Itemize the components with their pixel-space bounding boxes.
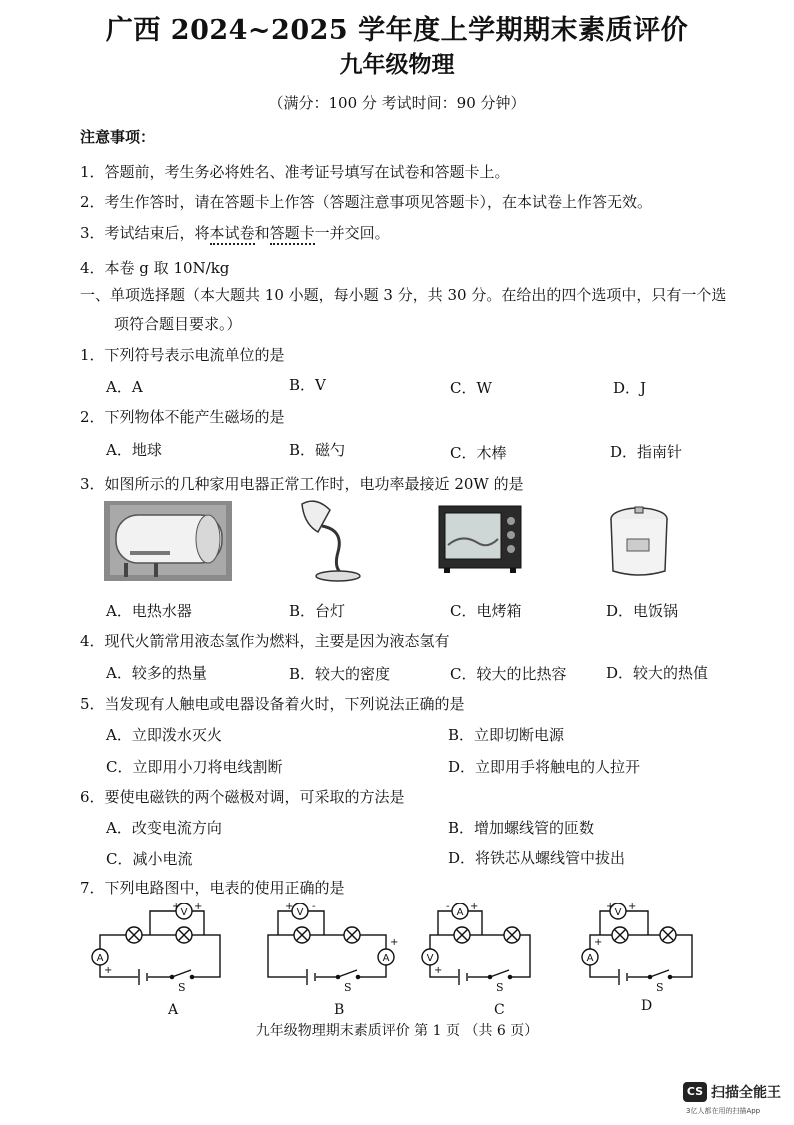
note-item-2: 2．考生作答时，请在答题卡上作答（答题注意事项见答题卡），在本试卷上作答无效。 (80, 193, 653, 211)
question-1-option-a: A．A (106, 378, 143, 396)
question-5-option-c: C．立即用小刀将电线割断 (106, 758, 283, 776)
question-3-option-d: D．电饭锅 (606, 602, 679, 620)
scanner-tagline: 3亿人都在用的扫描App (686, 1107, 761, 1115)
polarity-sign: + (434, 965, 443, 976)
circuit-diagrams (88, 903, 728, 993)
page-footer: 九年级物理期末素质评价 第 1 页 （共 6 页） (255, 1023, 539, 1039)
question-1-option-c: C．W (450, 379, 492, 397)
circuit-label-b: B (334, 1002, 345, 1018)
meter-label: V (614, 907, 622, 918)
polarity-sign: + (104, 965, 113, 976)
question-4-option-b: B．较大的密度 (289, 665, 391, 683)
section-heading-line1: 一、单项选择题（本大题共 10 小题，每小题 3 分，共 30 分。在给出的四个选项中，只有一个选 (80, 286, 727, 304)
question-4-option-c: C．较大的比热容 (450, 665, 567, 683)
question-5-option-b: B．立即切断电源 (448, 726, 565, 744)
desk-lamp-image (296, 496, 364, 582)
polarity-sign: + (594, 937, 603, 948)
meter-label: A (96, 953, 104, 964)
question-5-option-d: D．立即用手将触电的人拉开 (448, 758, 641, 776)
water-heater-image (104, 501, 232, 581)
question-7-stem: 7．下列电路图中，电表的使用正确的是 (80, 879, 345, 897)
question-5-stem: 5．当发现有人触电或电器设备着火时，下列说法正确的是 (80, 695, 465, 713)
circuit-label-c: C (494, 1002, 505, 1018)
question-2-option-d: D．指南针 (610, 443, 683, 461)
exam-title: 广西 2024~2025 学年度上学期期末素质评价 (105, 15, 689, 46)
question-1-option-b: B．V (289, 376, 326, 394)
section-heading-line2: 项符合题目要求。） (114, 315, 242, 333)
question-3-option-b: B．台灯 (289, 602, 346, 620)
question-6-option-c: C．减小电流 (106, 850, 193, 868)
note-item-3: 3．考试结束后，将本试卷和答题卡一并交回。 (80, 222, 390, 243)
question-1-option-d: D．J (613, 379, 647, 397)
polarity-sign: + (470, 903, 479, 912)
polarity-sign: + (194, 903, 203, 912)
question-2-option-c: C．木棒 (450, 444, 507, 462)
note-item-4: 4．本卷 g 取 10N/kg (80, 259, 230, 277)
scanner-app-name: 扫描全能王 (711, 1085, 781, 1101)
question-1-stem: 1．下列符号表示电流单位的是 (80, 346, 285, 364)
question-2-option-a: A．地球 (106, 441, 162, 459)
polarity-sign: + (628, 903, 637, 912)
polarity-sign: + (606, 903, 615, 912)
exam-subtitle: 九年级物理 (339, 51, 455, 78)
rice-cooker-image (607, 505, 671, 581)
switch-label: S (656, 981, 664, 993)
question-4-option-d: D．较大的热值 (606, 664, 709, 682)
meter-label: A (382, 953, 390, 964)
meter-label: V (296, 907, 304, 918)
question-3-option-a: A．电热水器 (106, 602, 192, 620)
question-3-stem: 3．如图所示的几种家用电器正常工作时，电功率最接近 20W 的是 (80, 475, 524, 493)
polarity-sign: - (446, 903, 450, 912)
exam-info: （满分：100 分 考试时间：90 分钟） (268, 94, 526, 112)
question-6-option-a: A．改变电流方向 (106, 819, 222, 837)
circuit-label-a: A (168, 1002, 179, 1018)
meter-label: V (180, 907, 188, 918)
note-item-1: 1．答题前，考生务必将姓名、准考证号填写在试卷和答题卡上。 (80, 163, 510, 181)
question-2-option-b: B．磁勺 (289, 441, 346, 459)
question-3-option-c: C．电烤箱 (450, 602, 522, 620)
emphasis-text: 答题卡 (270, 224, 315, 245)
question-6-stem: 6．要使电磁铁的两个磁极对调，可采取的方法是 (80, 788, 405, 806)
camscanner-logo-icon: CS (683, 1082, 707, 1102)
notes-heading: 注意事项： (80, 128, 156, 146)
emphasis-text: 本试卷 (210, 224, 255, 245)
switch-label: S (344, 981, 352, 993)
meter-label: A (456, 907, 464, 918)
switch-label: S (496, 981, 504, 993)
question-2-stem: 2．下列物体不能产生磁场的是 (80, 408, 285, 426)
question-6-option-b: B．增加螺线管的匝数 (448, 819, 595, 837)
meter-label: V (426, 953, 434, 964)
polarity-sign: + (285, 903, 294, 912)
polarity-sign: + (390, 937, 399, 948)
polarity-sign: - (312, 903, 316, 912)
polarity-sign: + (172, 903, 181, 912)
question-4-stem: 4．现代火箭常用液态氢作为燃料，主要是因为液态氢有 (80, 632, 450, 650)
circuit-label-d: D (641, 998, 653, 1014)
switch-label: S (178, 981, 186, 993)
electric-oven-image (438, 505, 522, 575)
question-4-option-a: A．较多的热量 (106, 664, 207, 682)
question-6-option-d: D．将铁芯从螺线管中拔出 (448, 849, 626, 867)
meter-label: A (586, 953, 594, 964)
question-5-option-a: A．立即泼水灭火 (106, 726, 222, 744)
